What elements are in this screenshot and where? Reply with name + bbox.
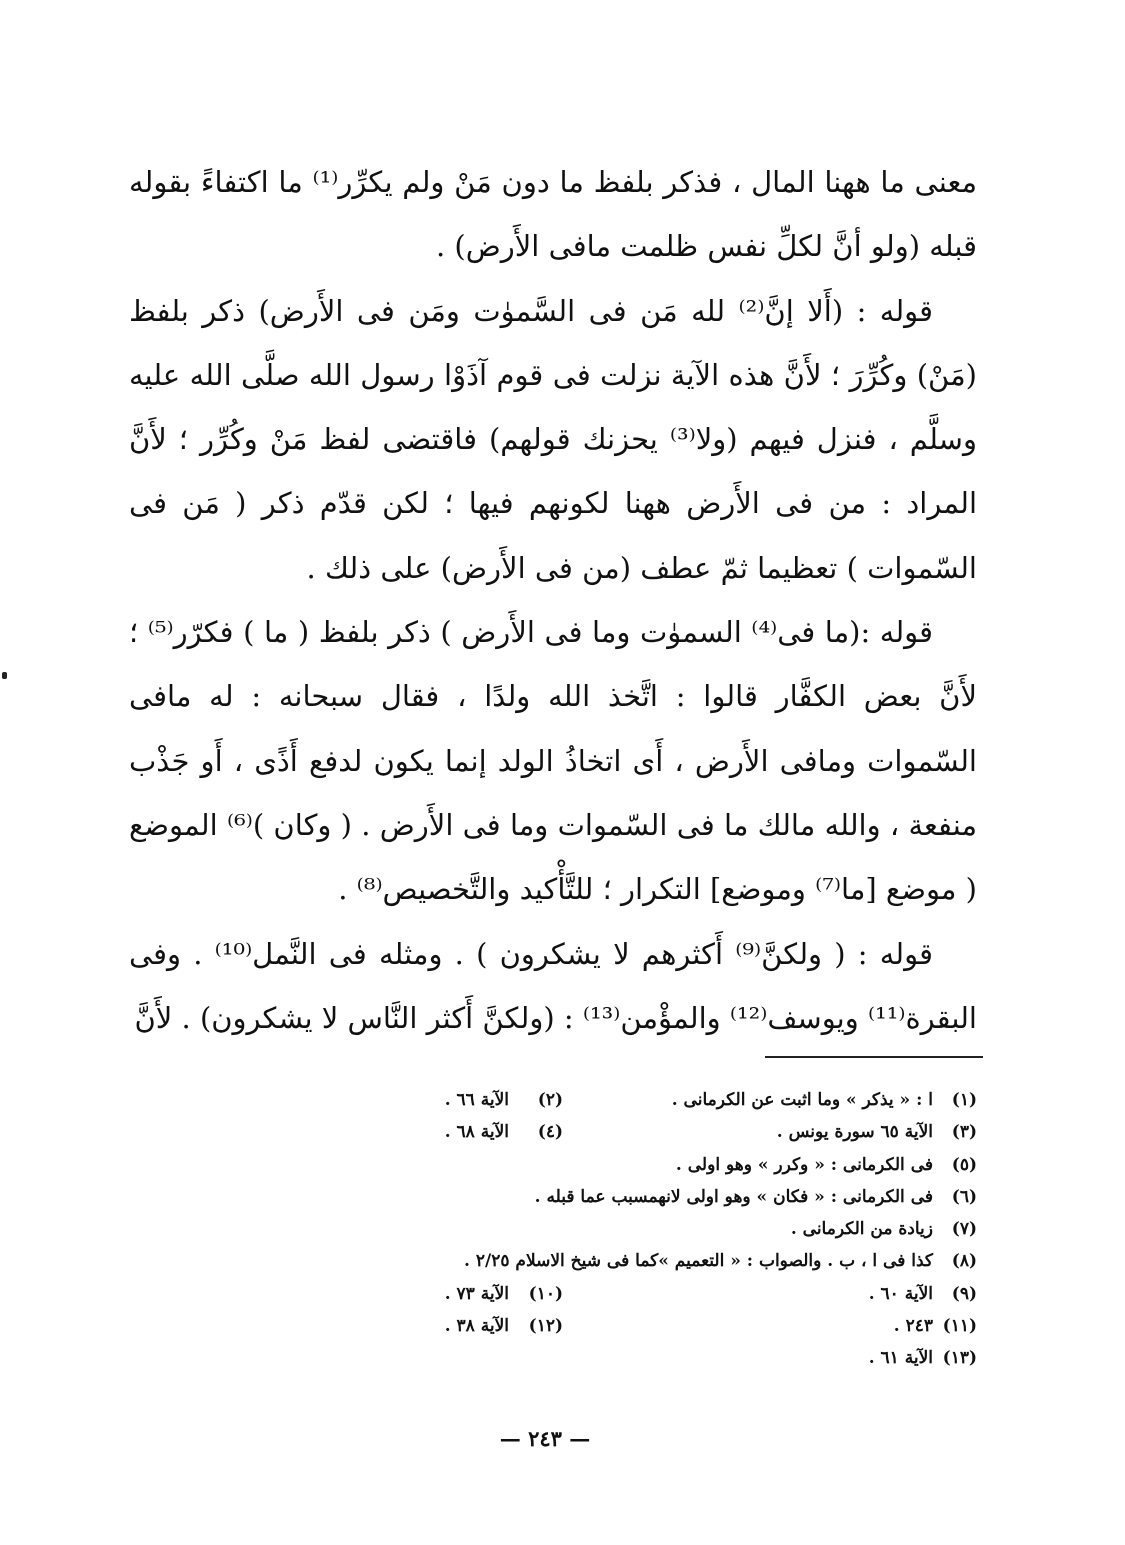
footnote-text: الآية ٦٨ .: [444, 1122, 509, 1143]
footnote-text: الآية ٦٦ .: [444, 1090, 509, 1110]
footnote-number: (٨): [951, 1251, 977, 1272]
footnote-text: ٢٤٣ .: [893, 1316, 933, 1337]
footnote-text: كذا فى ا ، ب . والصواب : « التعميم »كما فى شيخ الاسلام ٢/٢٥ .: [464, 1251, 933, 1272]
footnote-number: (٩): [951, 1283, 977, 1304]
paragraph-1: معنى ما ههنا المال ، فذكر بلفظ ما دون مَنْ ولم يكرِّر⁽¹⁾ ما اكتفاءً بقوله قبله (ولو أنَّ لكلِّ نفس ظلمت مافى الأَرض) .: [129, 165, 977, 264]
footnote-text: فى الكرمانى : « وكرر » وهو اولى .: [675, 1154, 933, 1175]
footnote-text: الآية ٦٠ .: [868, 1283, 933, 1304]
footnote-row: [257, 1310, 977, 1342]
paragraph-4: قوله : ( ولكنَّ⁽⁹⁾ أَكثرهم لا يشكرون ) . ومثله فى النَّمل⁽¹⁰⁾ . وفى البقرة⁽¹¹⁾ ويوسف⁽¹²⁾ والمؤْمن⁽¹³⁾ : (ولكنَّ أَكثر النَّاس لا يشكرون) . لأَنَّ: [129, 936, 977, 1035]
footnote-text: الآية ٦٥ سورة يونس .: [776, 1122, 933, 1143]
footnote-number: (٤): [537, 1122, 563, 1143]
footnote-number: (٦): [951, 1186, 977, 1207]
footnote-number: (٢): [537, 1090, 563, 1110]
footnote-separator: [765, 1056, 983, 1058]
page-number: — ٢٤٣ —: [499, 1426, 591, 1451]
footnote-row: [257, 1213, 977, 1245]
scan-speck: [2, 672, 7, 679]
footnote-row: [257, 1149, 977, 1181]
footnote-row: [257, 1181, 977, 1213]
main-text: [129, 150, 977, 1050]
footnote-number: (١): [951, 1090, 977, 1110]
footnote-row: [257, 1084, 977, 1116]
footnote-row: [257, 1245, 977, 1277]
paragraph-2: قوله : (أَلا إنَّ⁽²⁾ لله مَن فى السَّموٰت ومَن فى الأَرض) ذكر بلفظ (مَنْ) وكُرِّرَ ؛ لأَنَّ هذه الآية نزلت فى قوم آذَوْا رسول الله صلَّى الله عليه وسلَّم ، فنزل فيهم (ولا⁽³⁾ يحزنك قولهم) فاقتضى لفظ مَنْ وكُرِّر ؛ لأَنَّ المراد : من فى الأَرض ههنا لكونهم فيها ؛ لكن قدّم ذكر ( مَن فى السّموات ) تعظيما ثمّ عطف (من فى الأَرض) على ذلك .: [129, 293, 977, 585]
footnote-row: [257, 1278, 977, 1310]
footnote-text: الآية ٧٣ .: [444, 1283, 509, 1304]
footnote-row: [257, 1116, 977, 1148]
footnote-number: (٧): [951, 1219, 977, 1240]
footnote-text: زيادة من الكرمانى .: [790, 1219, 933, 1240]
footnote-number: (١٠): [528, 1283, 563, 1304]
footnote-number: (٥): [951, 1154, 977, 1175]
footnote-text: فى الكرمانى : « فكان » وهو اولى لانهمسبب عما قبله .: [534, 1186, 933, 1207]
footnote-number: (١٣): [942, 1348, 977, 1369]
footnote-text: الآية ٣٨ .: [444, 1316, 509, 1337]
paragraph-3: قوله :(ما فى⁽⁴⁾ السموٰت وما فى الأَرض ) ذكر بلفظ ( ما ) فكرّر⁽⁵⁾ ؛ لأَنَّ بعض الكفَّار قالوا : اتَّخذ الله ولدًا ، فقال سبحانه : له مافى السّموات ومافى الأَرض ، أَى اتخاذُ الولد إنما يكون لدفع أَذًى ، أَو جَذْب منفعة ، والله مالك ما فى السّموات وما فى الأَرض . ( وكان )⁽⁶⁾ الموضع ( موضع [ما⁽⁷⁾ وموضع] التكرار ؛ للتَّأْكيد والتَّخصيص⁽⁸⁾ .: [129, 615, 977, 907]
footnote-text: ا : « يذكر » وما اثبت عن الكرمانى .: [671, 1090, 933, 1110]
footnote-text: الآية ٦١ .: [868, 1348, 933, 1369]
footnote-number: (٣): [951, 1122, 977, 1143]
footnotes: [257, 1084, 977, 1375]
footnote-number: (١٢): [528, 1316, 563, 1337]
footnote-row: [257, 1342, 977, 1374]
footnote-number: (١١): [942, 1316, 977, 1337]
